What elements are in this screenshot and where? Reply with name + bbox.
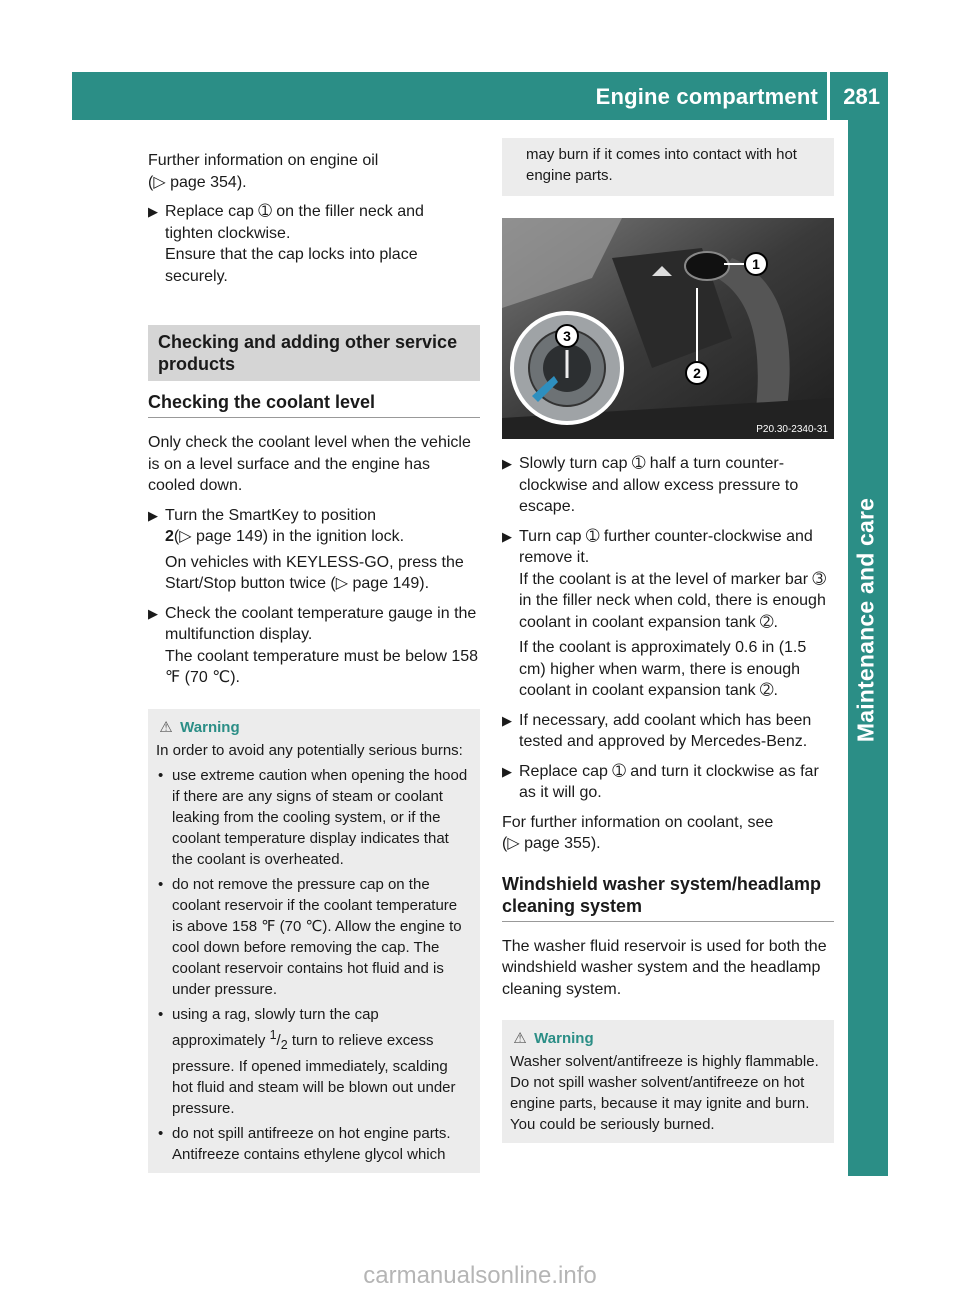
text: The coolant temperature must be below 158 ℉ (70 ℃). xyxy=(165,647,479,686)
warning-box xyxy=(148,709,480,1173)
arrow-icon: ▶ xyxy=(502,528,512,544)
subsection-heading: Checking the coolant level xyxy=(148,391,480,418)
page-title: Engine compartment xyxy=(595,84,818,109)
right-column xyxy=(502,146,834,1143)
text: Further information on engine oil xyxy=(148,152,379,169)
page-number: 281 xyxy=(843,84,880,109)
callout-2: 2 xyxy=(693,365,701,381)
warning-intro: In order to avoid any potentially serious burns: xyxy=(156,741,463,759)
callout-1: 1 xyxy=(752,256,760,272)
side-tab-label: Maintenance and care xyxy=(852,497,879,743)
page-link[interactable]: (▷ page 354). xyxy=(148,173,247,191)
bullet-icon: • xyxy=(158,1124,164,1142)
header-divider xyxy=(827,72,830,120)
paragraph: Only check the coolant level when the vehicle is on a level surface and the engine has cooled down. xyxy=(148,434,471,494)
text: Check the coolant temperature gauge in the multifunction display. xyxy=(165,604,477,643)
arrow-icon: ▶ xyxy=(148,204,158,219)
warning-text: Washer solvent/antifreeze is highly flammable. Do not spill washer solvent/antifreeze on hot engine parts, because it may ignite and burn. You could be seriously burned. xyxy=(510,1053,819,1133)
arrow-icon: ▶ xyxy=(502,763,512,779)
bullet-icon: • xyxy=(158,875,164,893)
instruction-step xyxy=(148,201,480,287)
text: do not remove the pressure cap on the coolant reservoir if the coolant temperature is above 158 ℉ (70 ℃). Allow the engine to cool down before removing the cap. The coolant reservoir contains hot fluid and is under pressure. xyxy=(172,875,462,998)
text: Replace cap ➀ and turn it clockwise as far as it will go. xyxy=(519,762,819,801)
paragraph xyxy=(502,812,834,855)
warning-triangle-icon: ⚠ xyxy=(159,718,173,736)
text: securely. xyxy=(165,267,228,285)
text: Turn cap ➀ further counter-clockwise and remove it. xyxy=(519,527,813,566)
paragraph xyxy=(148,150,480,193)
text: Turn the SmartKey to position xyxy=(165,506,377,524)
instruction-step xyxy=(148,505,480,595)
text: using a rag, slowly turn the cap approximately xyxy=(172,1005,379,1049)
arrow-icon: ▶ xyxy=(502,456,512,471)
warning-title xyxy=(156,717,472,738)
text: use extreme caution when opening the hood if there are any signs of steam or coolant leaking from the cooling system, or if the coolant temperature display indicates that the coolant is overheated. xyxy=(172,766,468,868)
callout-3: 3 xyxy=(563,328,571,344)
section-heading: Checking and adding other service products xyxy=(148,325,480,381)
text: (▷ page 149) in the ignition lock. xyxy=(173,528,405,545)
text: do not spill antifreeze on hot engine parts. Antifreeze contains ethylene glycol which xyxy=(172,1124,451,1163)
list-item xyxy=(156,1123,472,1165)
watermark: carmanualsonline.info xyxy=(363,1262,597,1289)
warning-triangle-icon: ⚠ xyxy=(513,1030,527,1047)
text: tighten clockwise. xyxy=(165,224,291,242)
subsection-heading: Windshield washer system/headlamp cleaning system xyxy=(502,873,834,922)
instruction-step xyxy=(502,526,834,702)
page-link[interactable]: (▷ page 355). xyxy=(502,835,601,852)
paragraph: The washer fluid reservoir is used for both the windshield washer system and the headlamp cleaning system. xyxy=(502,937,827,998)
arrow-icon: ▶ xyxy=(148,507,158,523)
list-item: • using a rag, slowly turn the cap approximately $^1/_2$ turn to relieve excess pressure. If opened immediately, scalding hot fluid and steam will be blown out under pressure. xyxy=(158,1005,456,1117)
warning-continuation: may burn if it comes into contact with hot engine parts. xyxy=(502,138,834,196)
warning-box xyxy=(502,1020,834,1143)
text: If the coolant is at the level of marker bar ➂ in the filler neck when cold, there is enough coolant in coolant expansion tank ➁. xyxy=(519,570,826,631)
text: turn to relieve excess pressure. If opened immediately, scalding hot fluid and steam will be blown out under pressure. xyxy=(172,1031,456,1117)
list-item xyxy=(156,874,472,1000)
instruction-step xyxy=(148,603,480,689)
text: Replace cap ➀ on the filler neck and xyxy=(165,203,424,220)
list-item xyxy=(156,765,472,870)
warning-label: Warning xyxy=(180,718,240,736)
step-note: If the coolant is approximately 0.6 in (1.5 cm) higher when warm, there is enough coolant in coolant expansion tank ➁. xyxy=(519,639,807,699)
instruction-step xyxy=(502,710,834,753)
text: Ensure that the cap locks into place xyxy=(165,246,418,263)
instruction-step xyxy=(502,761,834,804)
arrow-icon: ▶ xyxy=(148,605,158,621)
fraction-denominator: 2 xyxy=(280,1037,288,1052)
ignition-position: 2 xyxy=(165,528,174,545)
photo-code: P20.30-2340-31 xyxy=(756,424,828,435)
warning-label: Warning xyxy=(534,1030,594,1047)
instruction-step xyxy=(502,453,834,518)
bullet-icon: • xyxy=(158,1005,164,1023)
header-bar xyxy=(72,72,888,120)
engine-photo xyxy=(502,218,834,439)
fraction-numerator: 1 xyxy=(269,1027,277,1042)
text: For further information on coolant, see xyxy=(502,813,774,831)
warning-title xyxy=(510,1028,826,1049)
arrow-icon: ▶ xyxy=(502,712,512,728)
side-tab-block xyxy=(848,1120,888,1176)
bullet-icon: • xyxy=(158,766,164,784)
step-note: On vehicles with KEYLESS-GO, press the Start/Stop button twice (▷ page 149). xyxy=(165,553,464,592)
text: Slowly turn cap ➀ half a turn counter-clockwise and allow excess pressure to escape. xyxy=(519,455,799,515)
left-column xyxy=(148,150,480,1173)
text: If necessary, add coolant which has been tested and approved by Mercedes-Benz. xyxy=(519,711,812,750)
